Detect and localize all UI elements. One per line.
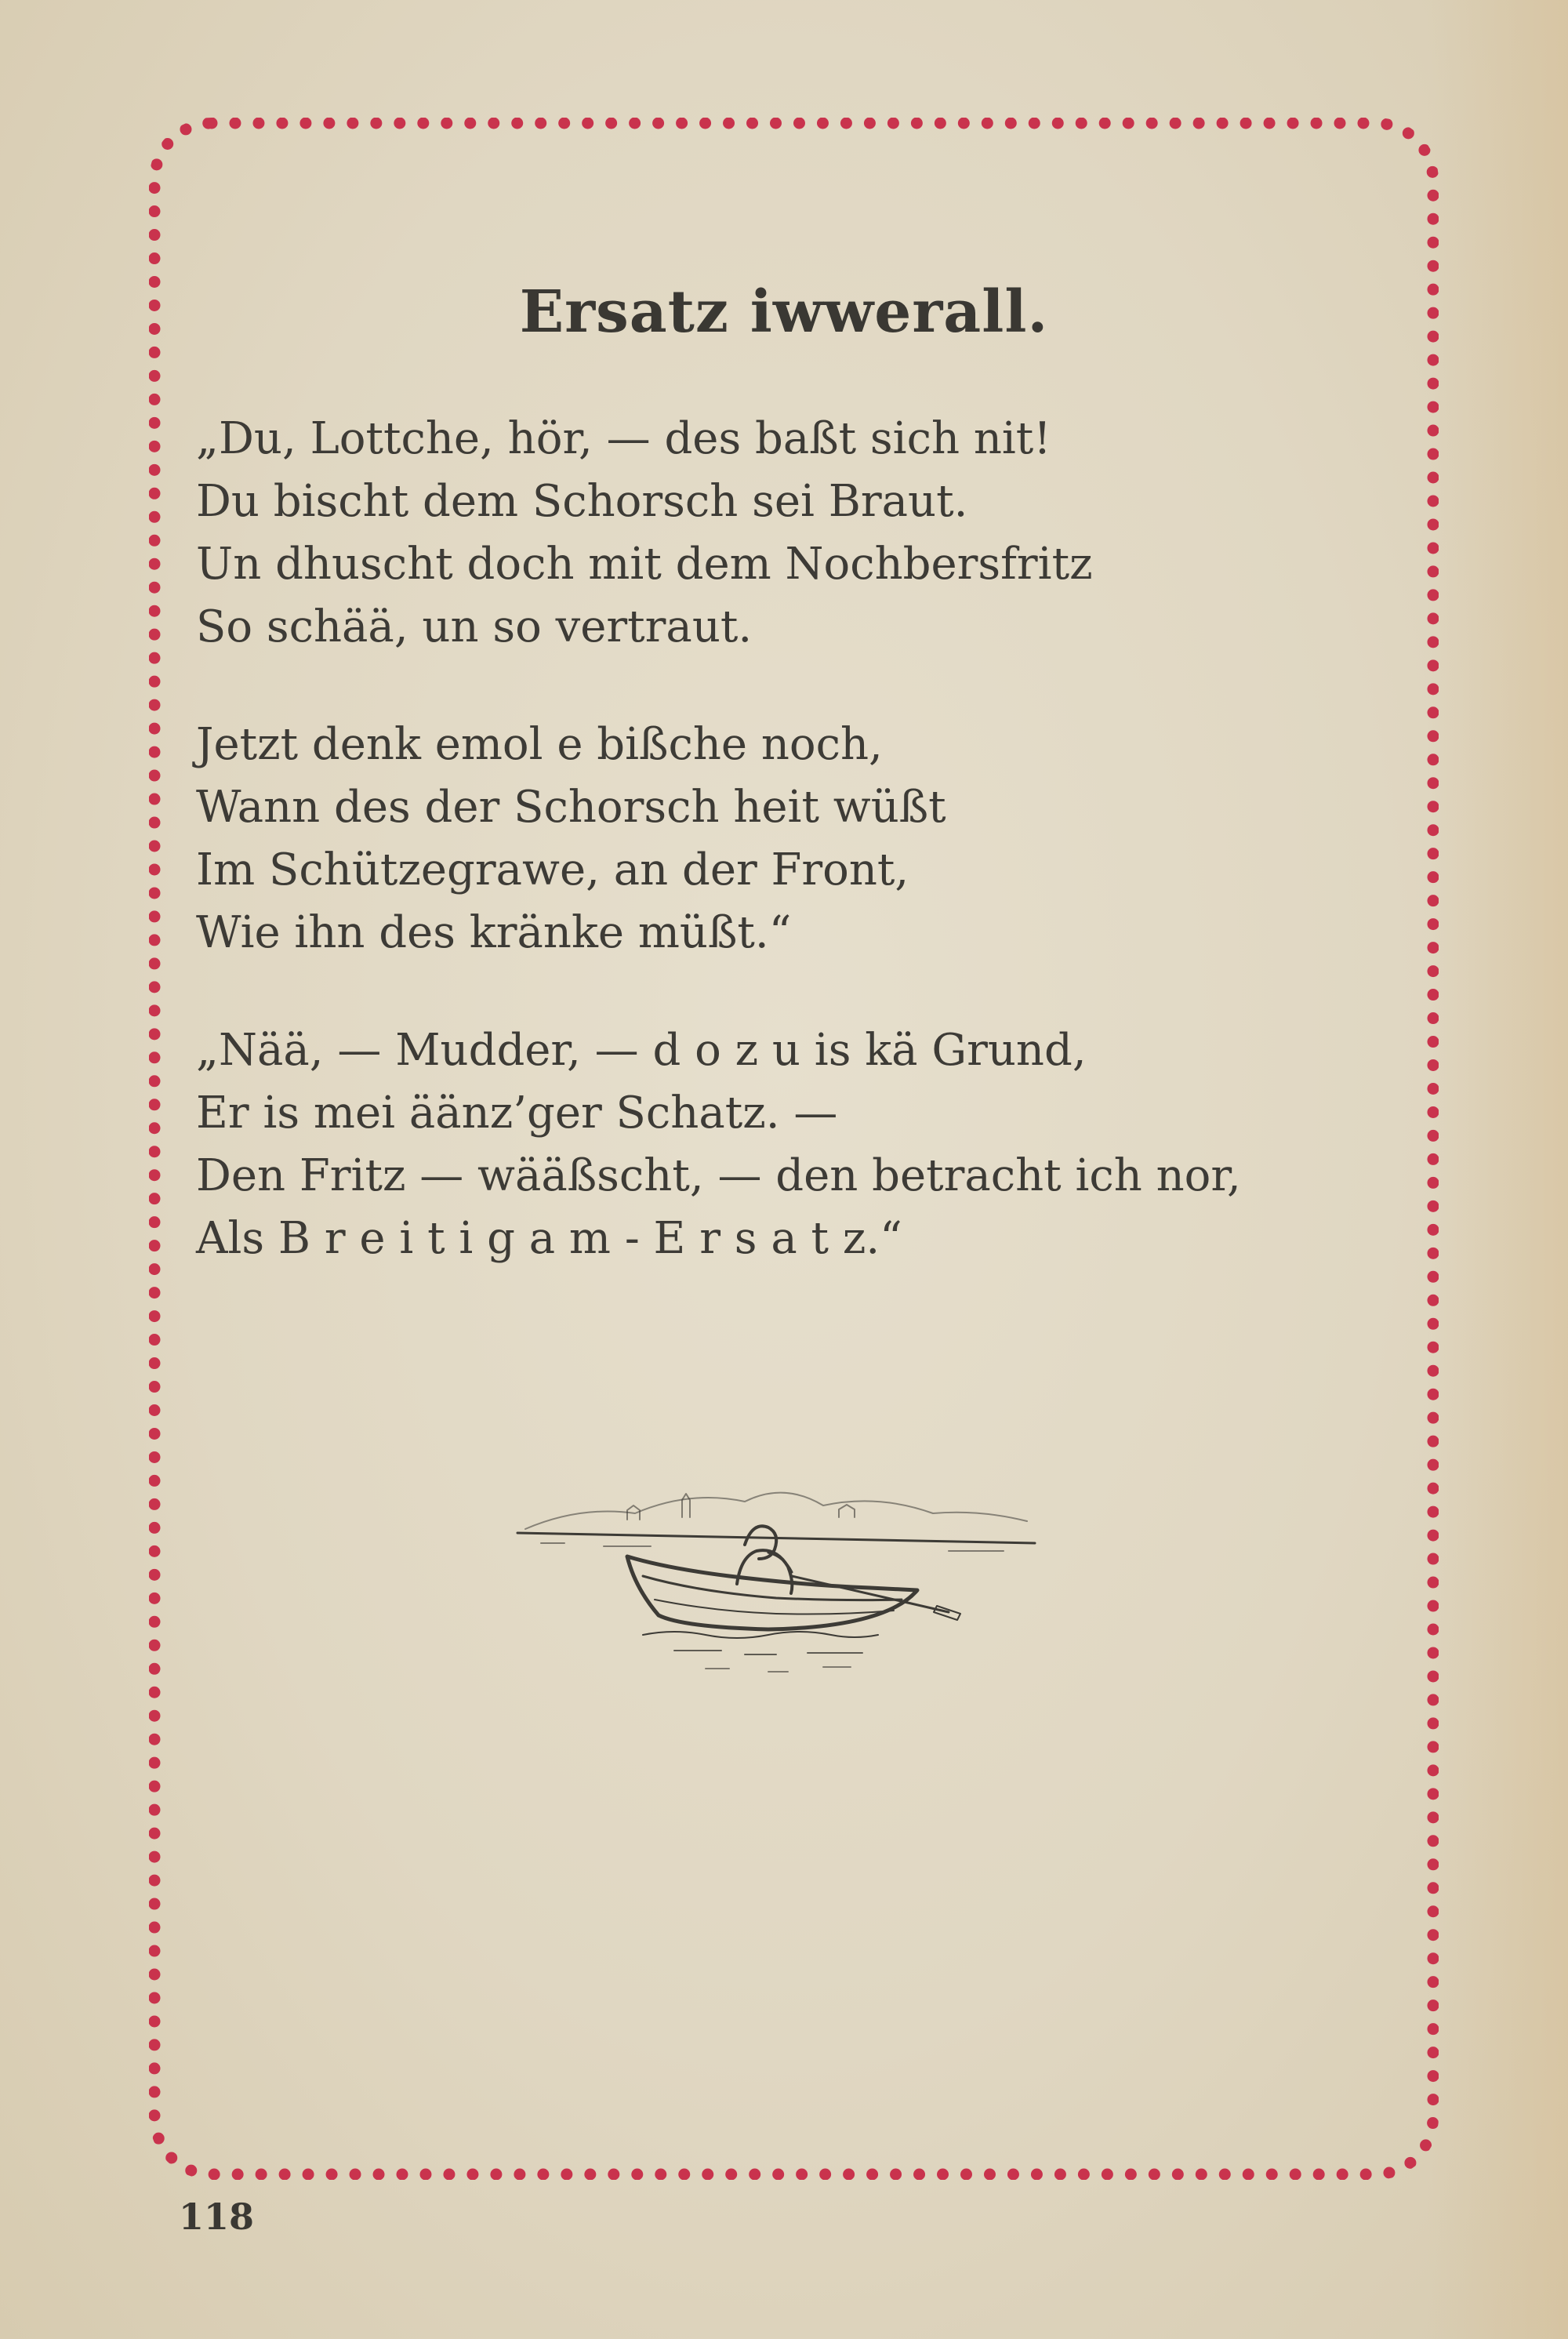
poem-title: Ersatz iwwerall.	[519, 278, 1049, 346]
rowboat-illustration	[510, 1458, 1043, 1686]
poem-line: So schää, un so vertraut.	[196, 601, 753, 652]
poem-line: „Nää, — Mudder, — d o z u is kä Grund,	[196, 1025, 1087, 1076]
poem-line: Un dhuscht doch mit dem Nochbersfritz	[196, 539, 1093, 590]
poem-line: Als B r e i t i g a m - E r s a t z.“	[196, 1213, 902, 1264]
poem-line: Den Fritz — wääßscht, — den betracht ich nor,	[196, 1150, 1241, 1201]
page-number: 118	[179, 2196, 255, 2238]
poem-line: „Du, Lottche, hör, — des baßt sich nit!	[196, 413, 1051, 464]
poem-line: Du bischt dem Schorsch sei Braut.	[196, 476, 968, 527]
poem-body	[196, 408, 1388, 1325]
stanza-1	[196, 408, 1388, 659]
poem-line: Er is mei äänz’ger Schatz. —	[196, 1088, 838, 1139]
poem-line: Wie ihn des kränke müßt.“	[196, 907, 792, 958]
poem-line: Im Schützegrawe, an der Front,	[196, 844, 909, 895]
poem-line: Wann des der Schorsch heit wüßt	[196, 782, 946, 833]
stanza-3	[196, 1019, 1388, 1270]
stanza-2	[196, 714, 1388, 964]
poem-line: Jetzt denk emol e bißche noch,	[196, 719, 883, 770]
